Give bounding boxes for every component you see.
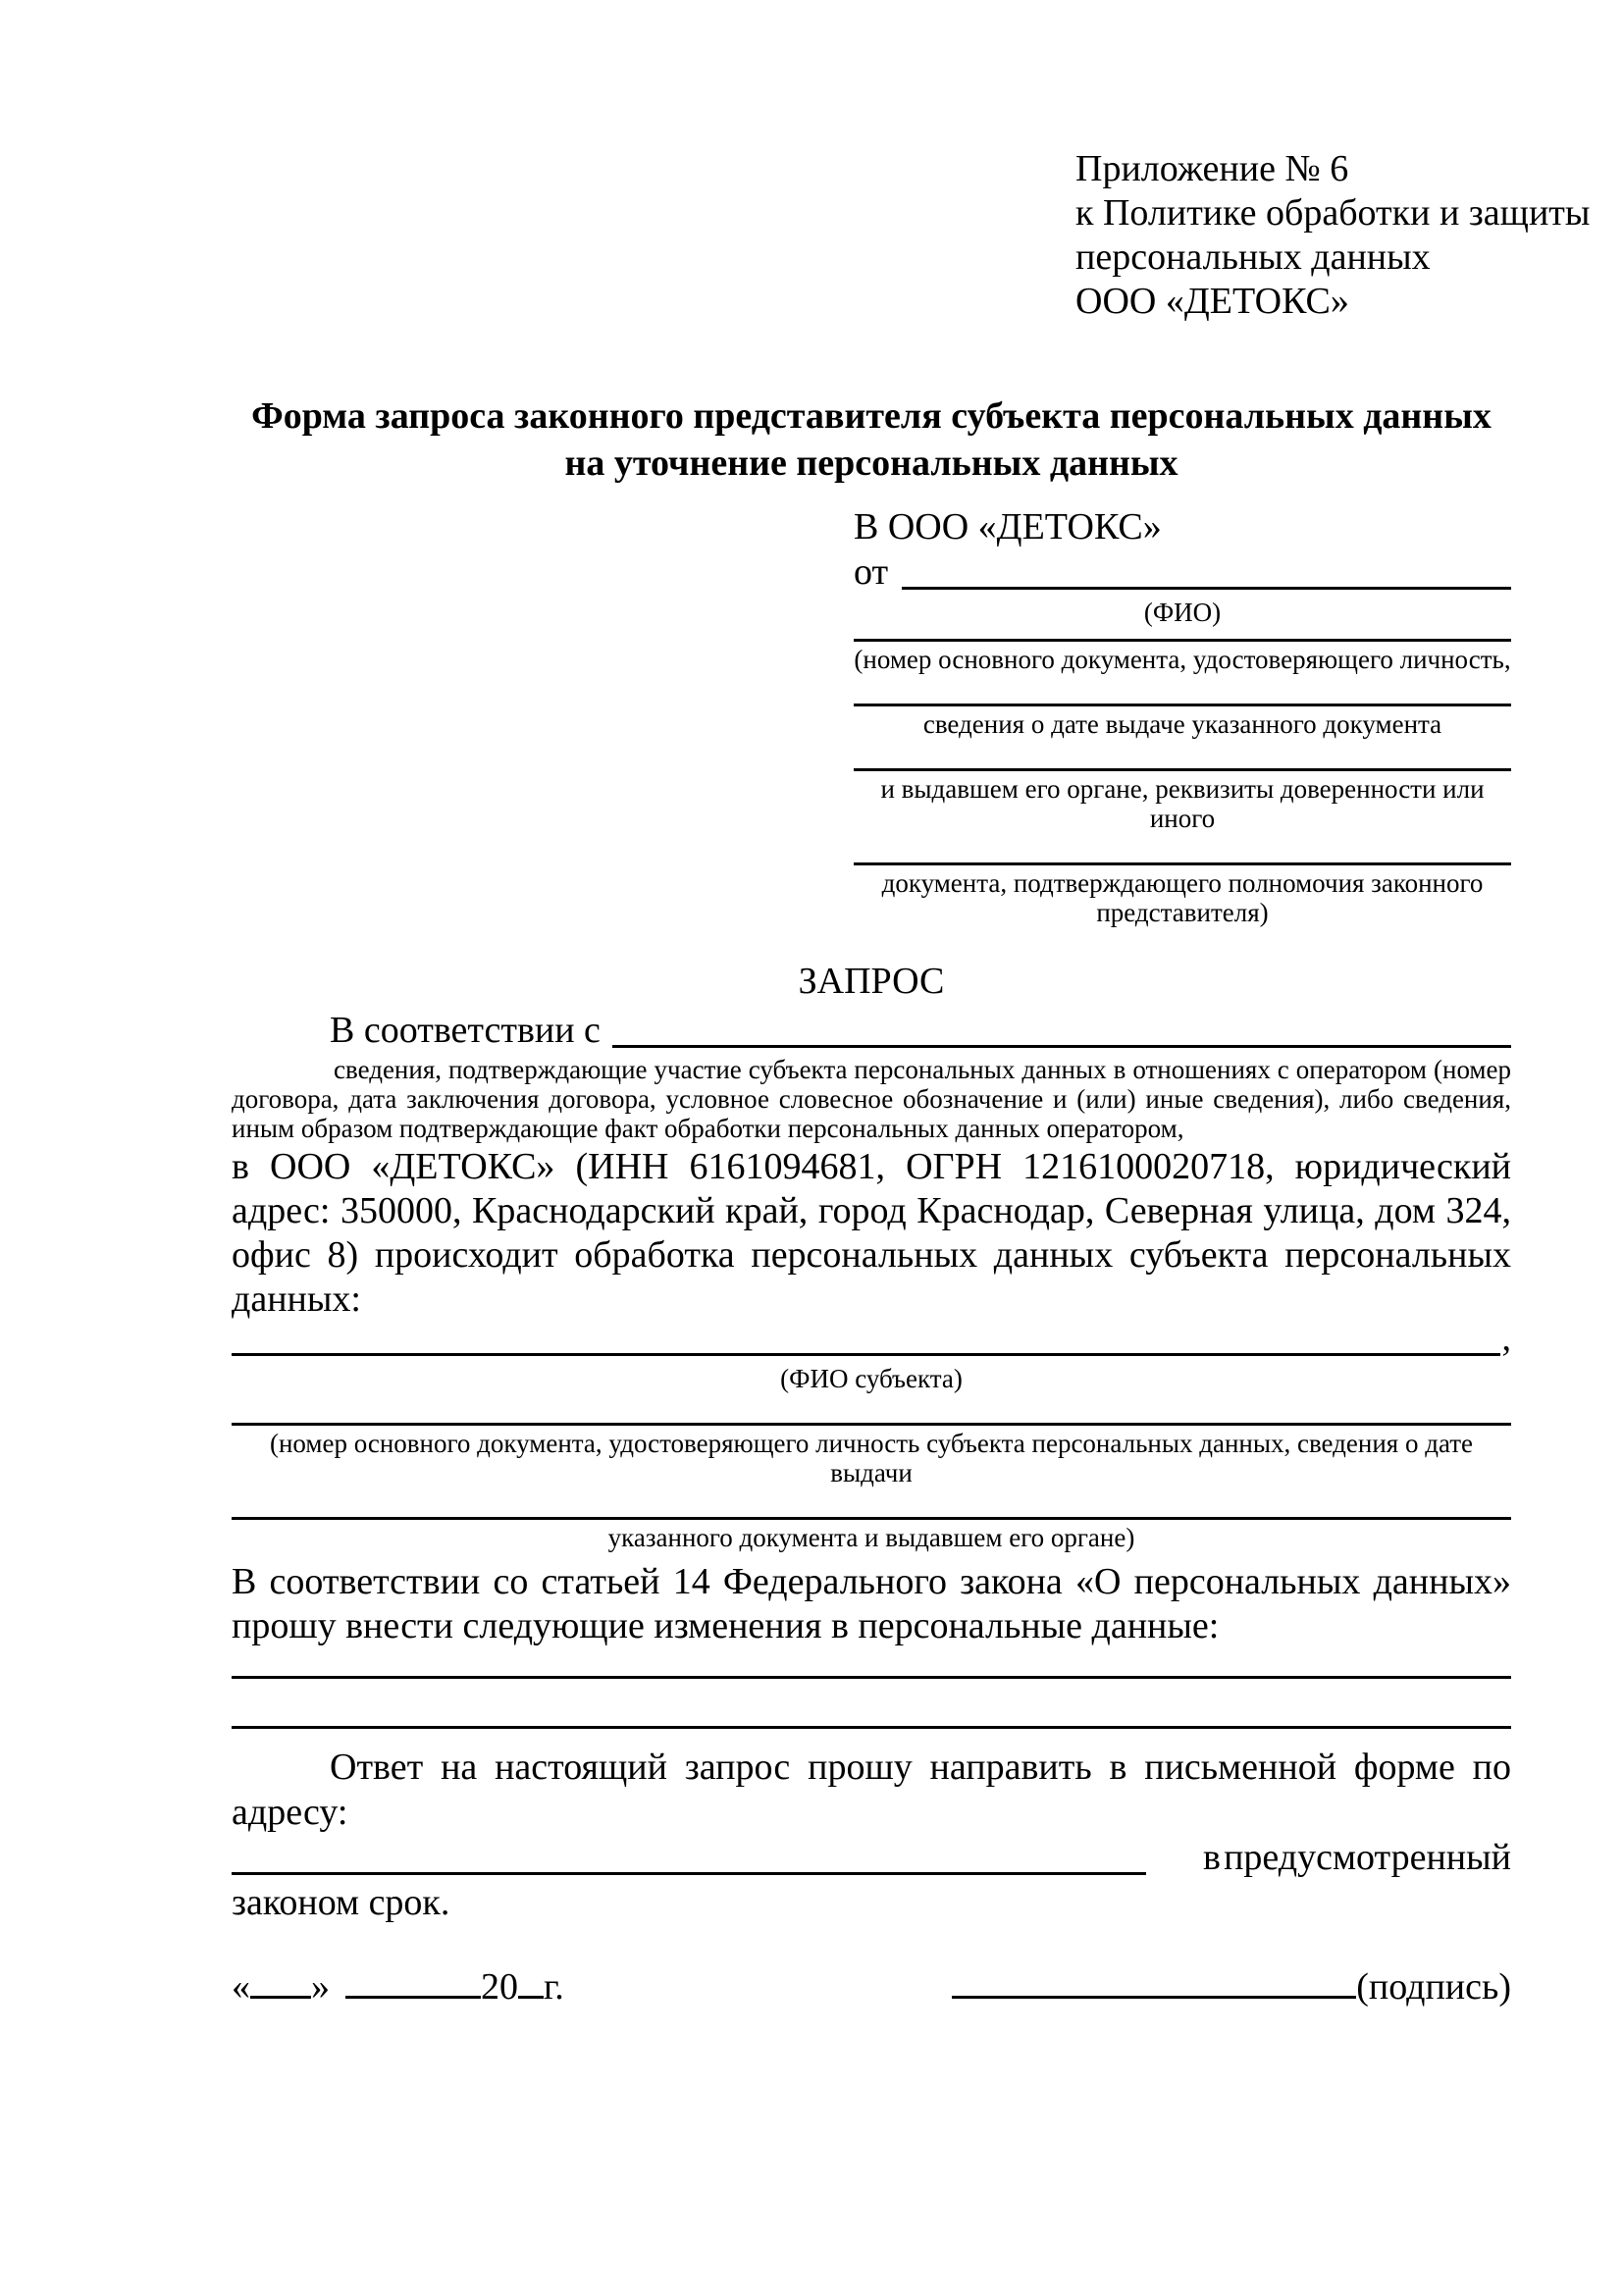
signature-blank-line (952, 1996, 1356, 1999)
blank-line (854, 639, 1511, 642)
blank-line (854, 862, 1511, 865)
response-word-in: в (1203, 1837, 1221, 1878)
quote-close: » (311, 1966, 330, 2008)
date-day-blank (250, 1996, 311, 1999)
changes-blank-line (232, 1726, 1511, 1729)
response-paragraph-line-2 (232, 1835, 1511, 1880)
intro-footnote: сведения, подтверждающие участие субъекта персональных данных в отношениях с оператором (номер договора, дата заключения договора, условное словесное обозначение и (или) иные сведения), либо сведения, иным образом подтверждающие факт обработки персональных данных оператором, (232, 1055, 1511, 1143)
subject-doc-row (232, 1423, 1511, 1487)
subject-doc-caption: указанного документа и выдавшем его органе) (607, 1523, 1135, 1552)
quote-open: « (232, 1966, 250, 2008)
date-year-blank (518, 1996, 544, 1999)
date-month-blank (345, 1996, 481, 1999)
addressee-organization: В ООО «ДЕТОКС» (854, 506, 1162, 548)
form-title (232, 392, 1511, 487)
signature-caption: (подпись) (1356, 1966, 1511, 2008)
date-signature-row (232, 1964, 1511, 2010)
representative-doc-row (854, 862, 1511, 927)
response-word-due: предусмотренный (1224, 1837, 1511, 1878)
from-label: от (854, 551, 889, 593)
appendix-line: ООО «ДЕТОКС» (1075, 281, 1349, 322)
representative-doc-row (854, 639, 1511, 674)
response-paragraph-line-3: законом срок. (232, 1882, 450, 1923)
appendix-line: персональных данных (1075, 236, 1431, 278)
blank-line (232, 1517, 1511, 1520)
blank-line (232, 1423, 1511, 1426)
representative-doc-row (854, 704, 1511, 739)
intro-label: В соответствии с (330, 1010, 601, 1051)
request-heading: ЗАПРОС (798, 961, 945, 1002)
doc-caption: и выдавшем его органе, реквизиты доверенности или иного (880, 774, 1485, 833)
operator-paragraph: в ООО «ДЕТОКС» (ИНН 6161094681, ОГРН 1216100020718, юридический адрес: 350000, Краснодарский край, город Краснодар, Северная улица, дом 324, офис 8) происходит обработка персональных данных субъекта персональных данных: (232, 1146, 1511, 1320)
address-blank-line (232, 1872, 1146, 1875)
fio-caption: (ФИО) (1143, 598, 1222, 627)
amendment-paragraph: В соответствии со статьей 14 Федерального закона «О персональных данных» прошу внести следующие изменения в персональные данные: (232, 1561, 1511, 1646)
appendix-line: к Политике обработки и защиты (1075, 192, 1591, 234)
year-suffix: г. (544, 1966, 564, 2008)
response-paragraph-line-1: Ответ на настоящий запрос прошу направить в письменной форме по адресу: (232, 1747, 1511, 1833)
intro-line (232, 1007, 1511, 1053)
addressee-block (854, 504, 1511, 927)
appendix-block (1075, 147, 1591, 324)
changes-blank-line (232, 1676, 1511, 1679)
doc-caption: (номер основного документа, удостоверяющего личность, (854, 645, 1511, 674)
appendix-line: Приложение № 6 (1075, 148, 1349, 189)
subject-fio-blank-line (232, 1353, 1500, 1356)
representative-doc-row (854, 768, 1511, 833)
year-prefix: 20 (481, 1966, 518, 2008)
subject-fio-caption: (ФИО субъекта) (780, 1364, 963, 1393)
blank-line (854, 704, 1511, 706)
from-line (854, 549, 1511, 595)
date-line (232, 1964, 564, 2010)
intro-blank-line (612, 1045, 1511, 1048)
comma: , (1501, 1318, 1511, 1359)
response-right-words (1146, 1835, 1511, 1880)
subject-fio-line (232, 1318, 1511, 1361)
blank-line (854, 768, 1511, 771)
signature-line (952, 1964, 1511, 2010)
subject-doc-caption: (номер основного документа, удостоверяющего личность субъекта персональных данных, сведения о дате выдачи (269, 1429, 1474, 1487)
form-title-line-1: Форма запроса законного представителя субъекта персональных данных (251, 395, 1492, 437)
subject-doc-row (232, 1517, 1511, 1552)
doc-caption: документа, подтверждающего полномочия законного представителя) (881, 868, 1484, 927)
form-title-line-2: на уточнение персональных данных (564, 443, 1178, 484)
from-blank-line (902, 587, 1511, 590)
doc-caption: сведения о дате выдаче указанного документа (922, 709, 1442, 739)
